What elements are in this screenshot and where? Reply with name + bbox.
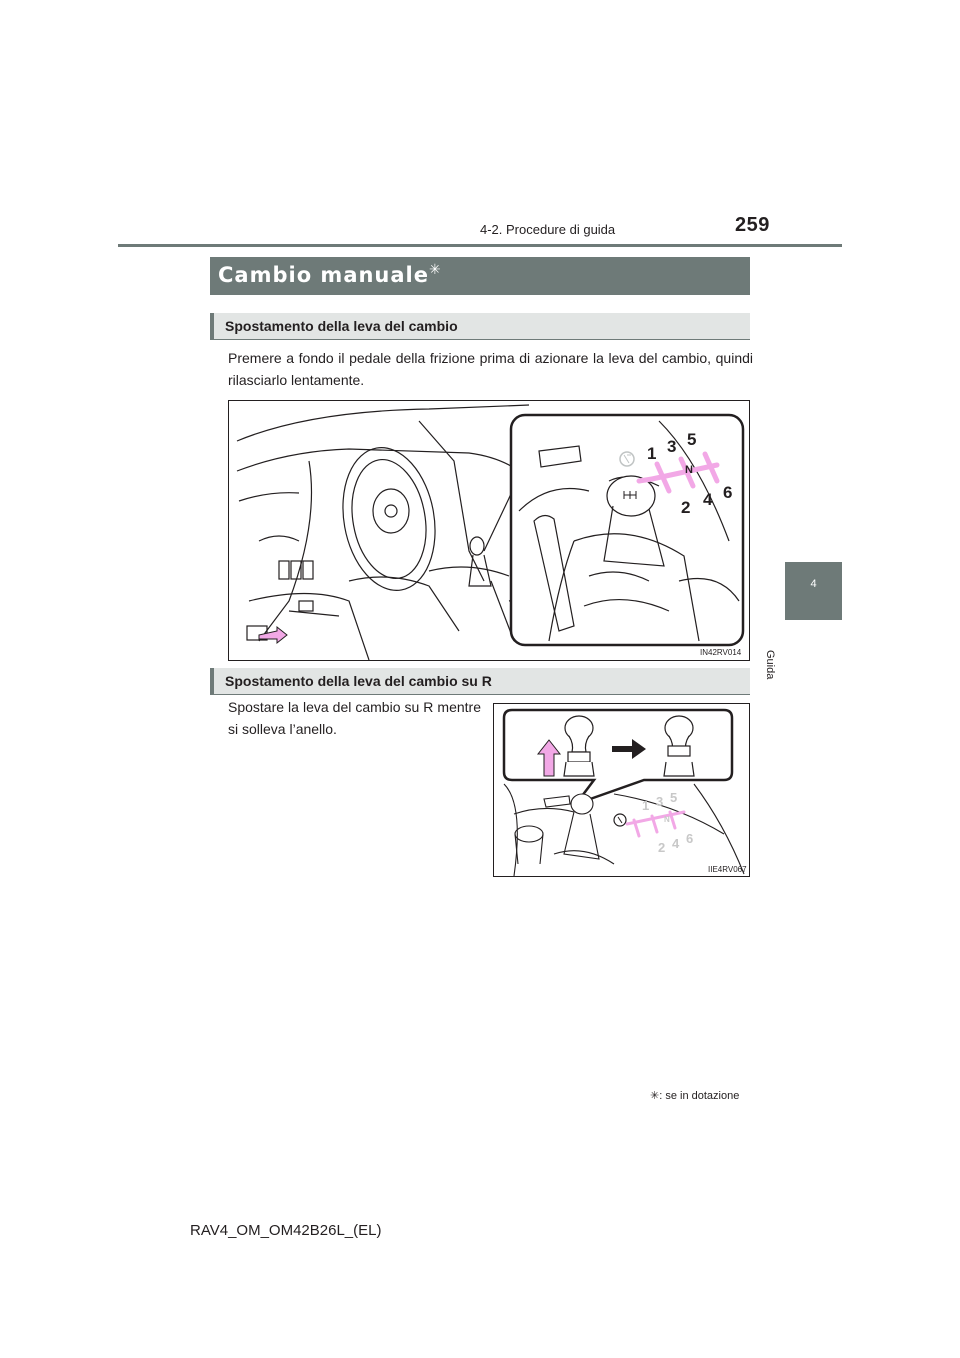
optional-mark-icon: ✳ [429, 262, 442, 278]
chapter-tab [785, 562, 842, 620]
optional-mark-icon: ✳ [650, 1090, 660, 1102]
figure-shift-reverse [493, 703, 750, 877]
gear-label: 6 [723, 483, 733, 502]
gear-label: 2 [681, 498, 691, 517]
gear-label: 3 [667, 437, 677, 456]
section-heading-shift-lever [210, 313, 750, 340]
gear-label: N [685, 464, 693, 476]
chapter-tab-label: Guida [764, 650, 776, 680]
chapter-tab-number: 4 [810, 578, 817, 590]
figure-code: IIE4RV067 [708, 865, 747, 874]
figure-code: IN42RV014 [700, 648, 742, 657]
gear-label: 1 [642, 798, 650, 813]
gear-label: 5 [670, 790, 678, 805]
paragraph-clutch-instruction: Premere a fondo il pedale della frizione prima di azionare la leva del cambio, quindi rilasciarlo lentamente. [228, 350, 753, 388]
gear-label: 2 [658, 840, 666, 855]
gear-label: 4 [672, 836, 680, 851]
gear-label: 1 [647, 444, 657, 463]
gear-label: 6 [686, 831, 694, 846]
heading-bar [210, 668, 214, 695]
paragraph-reverse-instruction: Spostare la leva del cambio su R mentre si solleva l’anello. [228, 699, 481, 737]
page-number: 259 [735, 214, 770, 236]
section-heading-text: Spostamento della leva del cambio [225, 318, 458, 334]
page-title-text: Cambio manuale [218, 263, 429, 287]
gear-label: 5 [687, 430, 697, 449]
running-header-section: 4-2. Procedure di guida [480, 222, 616, 237]
footnote [650, 1089, 739, 1102]
section-heading-text: Spostamento della leva del cambio su R [225, 673, 492, 689]
section-heading-shift-reverse [210, 668, 750, 695]
gear-label: N [664, 815, 670, 824]
footer-code: RAV4_OM_OM42B26L_(EL) [190, 1222, 382, 1239]
figure-illustration [494, 704, 749, 876]
gear-label: 4 [703, 490, 713, 509]
footnote-text: : se in dotazione [659, 1090, 740, 1102]
gear-label: 3 [656, 794, 664, 809]
heading-bar [210, 313, 214, 340]
figure-shift-lever [228, 400, 750, 661]
header-rule [118, 244, 842, 247]
page-title [218, 262, 442, 287]
heading-underline [210, 339, 750, 340]
figure-illustration [229, 401, 749, 660]
heading-underline [210, 694, 750, 695]
